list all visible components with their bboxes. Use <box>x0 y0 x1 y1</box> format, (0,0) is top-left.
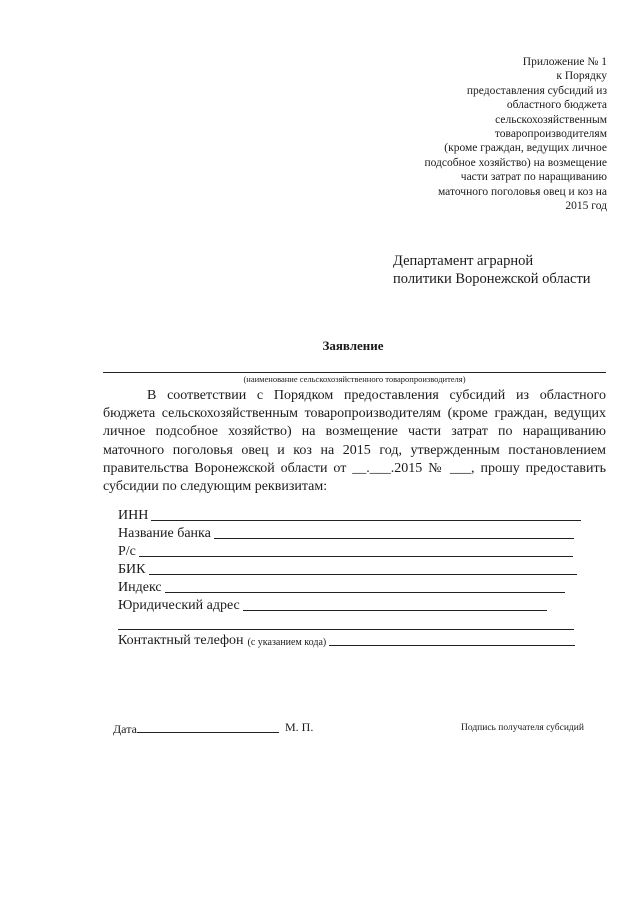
field-inn <box>118 506 581 524</box>
field-account-line[interactable] <box>139 556 573 557</box>
applicant-name-line[interactable] <box>103 372 606 373</box>
field-bank-line[interactable] <box>214 538 574 539</box>
field-bik <box>118 560 577 578</box>
field-phone <box>118 631 575 649</box>
field-inn-line[interactable] <box>151 520 581 521</box>
recipient-signature-label: Подпись получателя субсидий <box>461 723 584 733</box>
appendix-line: областного бюджета <box>506 99 607 112</box>
department-line-2: политики Воронежской области <box>393 271 591 287</box>
field-address-line[interactable] <box>243 610 547 611</box>
field-address-continuation-line[interactable] <box>118 629 574 630</box>
appendix-block <box>424 55 607 213</box>
document-title: Заявление <box>322 338 384 353</box>
appendix-line: маточного поголовья овец и коз на <box>437 185 607 198</box>
appendix-line: товаропроизводителям <box>494 128 607 141</box>
appendix-line: (кроме граждан, ведущих личное <box>444 142 607 155</box>
appendix-line: к Порядку <box>556 70 607 83</box>
field-bank <box>118 524 574 542</box>
appendix-line: 2015 год <box>565 200 607 213</box>
department-line-1: Департамент аграрной <box>393 253 534 269</box>
field-bank-label: Название банка <box>118 526 211 541</box>
stamp-place: М. П. <box>285 720 314 734</box>
application-body-text: В соответствии с Порядком предоставления субсидий из областного бюджета сельскохозяйственным товаропроизводителям (кроме граждан, ведущих личное подсобное хозяйство) на возмещение части затрат по наращиванию маточного поголовья овец и коз на 2015 год, утвержденным постановлением правительства Воронежской области от __.___.2015 № ___, прошу предоставить субсидии по следующим реквизитам: <box>103 388 606 495</box>
field-address <box>118 596 547 614</box>
field-phone-note: (с указанием кода) <box>247 637 327 648</box>
field-inn-label: ИНН <box>118 508 149 523</box>
appendix-line: подсобное хозяйство) на возмещение <box>424 156 607 169</box>
signature-date-label: Дата <box>113 722 137 736</box>
field-address-label: Юридический адрес <box>118 598 240 613</box>
field-index-label: Индекс <box>118 580 162 595</box>
appendix-line: сельскохозяйственным <box>495 113 607 126</box>
field-index <box>118 578 565 596</box>
field-phone-line[interactable] <box>329 645 575 646</box>
field-bik-line[interactable] <box>149 574 577 575</box>
signature-date <box>113 720 279 737</box>
field-phone-label: Контактный телефон <box>118 633 244 648</box>
appendix-line: предоставления субсидий из <box>466 84 607 97</box>
field-index-line[interactable] <box>165 592 565 593</box>
appendix-line: Приложение № 1 <box>522 56 607 68</box>
appendix-line: части затрат по наращиванию <box>460 171 607 184</box>
field-account <box>118 542 573 560</box>
field-bik-label: БИК <box>118 562 146 577</box>
field-account-label: Р/с <box>118 544 136 559</box>
applicant-name-caption: (наименование сельскохозяйственного товаропроизводителя) <box>243 374 466 384</box>
addressee-department <box>393 252 591 288</box>
signature-date-line[interactable] <box>137 720 279 733</box>
